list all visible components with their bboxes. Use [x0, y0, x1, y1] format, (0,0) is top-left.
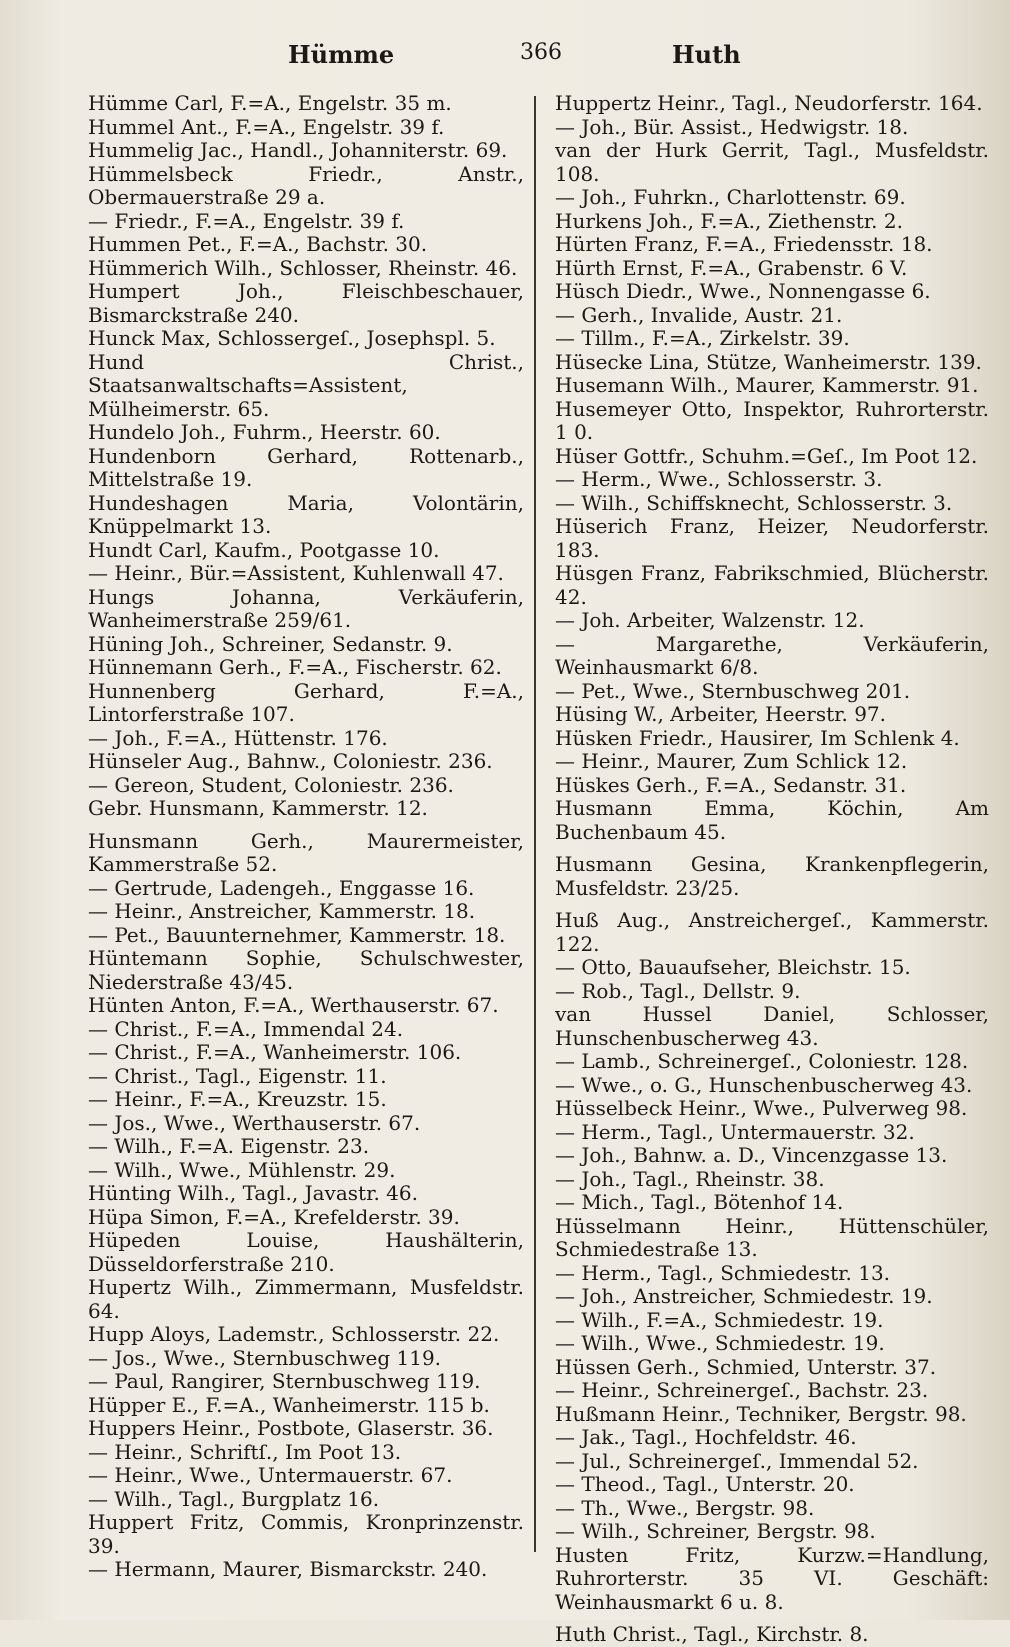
left-column	[88, 92, 524, 1582]
directory-entry: — Otto, Bauaufseher, Bleichstr. 15.	[555, 955, 911, 979]
directory-entry: — Tillm., F.=A., Zirkelstr. 39.	[555, 326, 850, 350]
directory-entry: — Christ., F.=A., Wanheimerstr. 106.	[88, 1040, 462, 1064]
directory-entry: — Wilh., Schiffsknecht, Schlosserstr. 3.	[555, 490, 953, 515]
directory-entry: Hümmerich Wilh., Schlosser, Rheinstr. 46.	[88, 255, 518, 280]
directory-entry: Hüpa Simon, F.=A., Krefelderstr. 39.	[88, 1204, 460, 1229]
directory-entry: Huppert Fritz, Commis, Kronprinzenstr. 39.	[88, 1510, 524, 1558]
directory-entry: Hüning Joh., Schreiner, Sedanstr. 9.	[88, 631, 453, 656]
header-left-keyword: Hümme	[288, 40, 395, 69]
directory-entry: Hüsing W., Arbeiter, Heerstr. 97.	[555, 702, 887, 726]
directory-entry: Hünseler Aug., Bahnw., Coloniestr. 236.	[88, 749, 493, 773]
directory-entry: — Joh., Bür. Assist., Hedwigstr. 18.	[555, 114, 909, 139]
directory-entry: — Joh., Tagl., Rheinstr. 38.	[555, 1166, 825, 1191]
directory-entry: — Heinr., Bür.=Assistent, Kuhlenwall 47.	[88, 561, 504, 585]
directory-entry: — Jos., Wwe., Werthauserstr. 67.	[88, 1110, 421, 1135]
directory-entry: — Pet., Wwe., Sternbuschweg 201.	[555, 678, 911, 703]
directory-entry: — Jos., Wwe., Sternbuschweg 119.	[88, 1345, 442, 1370]
directory-entry: — Gerh., Invalide, Austr. 21.	[555, 302, 843, 327]
directory-entry: — Joh., Fuhrkn., Charlottenstr. 69.	[555, 185, 906, 209]
directory-entry: Hundenborn Gerhard, Rottenarb., Mittelstraße 19.	[88, 443, 524, 491]
directory-entry: Hüser Gottfr., Schuhm.=Geſ., Im Poot 12.	[555, 443, 978, 468]
directory-entry: Hummelig Jac., Handl., Johanniterstr. 69.	[88, 138, 508, 162]
directory-entry: Hüskes Gerh., F.=A., Sedanstr. 31.	[555, 772, 907, 797]
directory-entry: — Paul, Rangirer, Sternbuschweg 119.	[88, 1369, 481, 1393]
directory-entry: — Christ., F.=A., Immendal 24.	[88, 1016, 404, 1041]
directory-entry: Husemann Wilh., Maurer, Kammerstr. 91.	[555, 373, 979, 397]
directory-entry: — Pet., Bauunternehmer, Kammerstr. 18.	[88, 922, 506, 947]
directory-entry: — Wilh., F.=A., Schmiedestr. 19.	[555, 1307, 884, 1332]
directory-entry: — Theod., Tagl., Unterstr. 20.	[555, 1472, 855, 1496]
directory-entry: Hüsgen Franz, Fabrikschmied, Blücherstr. 42.	[555, 561, 989, 609]
directory-entry: Husmann Emma, Köchin, Am Buchenbaum 45.	[555, 796, 989, 844]
directory-entry: — Heinr., Maurer, Zum Schlick 12.	[555, 749, 908, 773]
directory-entry: Hunsmann Gerh., Maurermeister, Kammerstraße 52.	[88, 828, 524, 876]
directory-entry: Hüsselmann Heinr., Hüttenschüler, Schmiedestraße 13.	[555, 1213, 989, 1261]
directory-entry: — Gertrude, Ladengeh., Enggasse 16.	[88, 875, 475, 900]
directory-entry: — Joh. Arbeiter, Walzenstr. 12.	[555, 608, 865, 632]
directory-entry: Husten Fritz, Kurzw.=Handlung, Ruhrorterstr. 35 VI. Geschäft: Weinhausmarkt 6 u. 8.	[555, 1542, 989, 1614]
directory-entry: — Joh., Anstreicher, Schmiedestr. 19.	[555, 1284, 933, 1308]
directory-entry: — Joh., F.=A., Hüttenstr. 176.	[88, 725, 388, 750]
directory-entry: — Heinr., Schriftſ., Im Poot 13.	[88, 1439, 402, 1464]
directory-entry: Hüserich Franz, Heizer, Neudorferstr. 183.	[555, 514, 989, 562]
directory-entry: Hüsselbeck Heinr., Wwe., Pulverweg 98.	[555, 1096, 968, 1120]
directory-entry: Hüsken Friedr., Hausirer, Im Schlenk 4.	[555, 725, 960, 750]
directory-entry: Hurkens Joh., F.=A., Ziethenstr. 2.	[555, 208, 903, 233]
directory-entry: Hunck Max, Schlossergeſ., Josephspl. 5.	[88, 326, 496, 350]
directory-entry: Huß Aug., Anstreichergeſ., Kammerstr. 122.	[555, 908, 989, 956]
directory-entry: — Herm., Wwe., Schlosserstr. 3.	[555, 467, 883, 491]
directory-entry: Hungs Johanna, Verkäuferin, Wanheimerstraße 259/61.	[88, 584, 524, 632]
page-header	[0, 40, 1010, 76]
directory-entry: Gebr. Hunsmann, Kammerstr. 12.	[88, 796, 428, 820]
directory-entry: — Jak., Tagl., Hochfeldstr. 46.	[555, 1425, 857, 1449]
directory-entry: Hüpper E., F.=A., Wanheimerstr. 115 b.	[88, 1392, 490, 1417]
directory-entry: Huth Christ., Tagl., Kirchstr. 8.	[555, 1622, 869, 1646]
directory-entry: Hüpeden Louise, Haushälterin, Düsseldorferstraße 210.	[88, 1228, 524, 1276]
directory-entry: — Heinr., Anstreicher, Kammerstr. 18.	[88, 899, 476, 923]
directory-entry: Hundelo Joh., Fuhrm., Heerstr. 60.	[88, 420, 441, 444]
directory-entry: — Herm., Tagl., Schmiedestr. 13.	[555, 1260, 891, 1285]
directory-entry: Hüsch Diedr., Wwe., Nonnengasse 6.	[555, 279, 931, 303]
directory-entry: Hunnenberg Gerhard, F.=A., Lintorferstraße 107.	[88, 678, 524, 726]
column-divider	[534, 96, 536, 1552]
directory-entry: Hupp Aloys, Lademstr., Schlosserstr. 22.	[88, 1322, 500, 1346]
directory-entry: van der Hurk Gerrit, Tagl., Musfeldstr. 108.	[555, 138, 989, 186]
directory-entry: — Jul., Schreinergeſ., Immendal 52.	[555, 1448, 919, 1473]
directory-entry: Hußmann Heinr., Techniker, Bergstr. 98.	[555, 1401, 967, 1426]
directory-entry: Hürth Ernst, F.=A., Grabenstr. 6 V.	[555, 255, 908, 280]
directory-entry: — Hermann, Maurer, Bismarckstr. 240.	[88, 1557, 488, 1581]
right-column	[555, 92, 989, 1647]
directory-entry: — Gereon, Student, Coloniestr. 236.	[88, 772, 454, 797]
directory-entry: Hümmelsbeck Friedr., Anstr., Obermauerstraße 29 a.	[88, 161, 524, 209]
directory-entry: — Lamb., Schreinergeſ., Coloniestr. 128.	[555, 1049, 969, 1073]
directory-entry: Hünting Wilh., Tagl., Javastr. 46.	[88, 1181, 418, 1205]
directory-entry: — Friedr., F.=A., Engelstr. 39 f.	[88, 208, 405, 233]
directory-entry: Hünnemann Gerh., F.=A., Fischerstr. 62.	[88, 655, 502, 679]
directory-entry: — Herm., Tagl., Untermauerstr. 32.	[555, 1119, 915, 1144]
directory-entry: — Wwe., o. G., Hunschenbuscherweg 43.	[555, 1072, 973, 1097]
directory-entry: — Rob., Tagl., Dellstr. 9.	[555, 978, 801, 1003]
directory-entry: — Wilh., F.=A. Eigenstr. 23.	[88, 1134, 370, 1158]
directory-entry: Hümme Carl, F.=A., Engelstr. 35 m.	[88, 91, 452, 115]
directory-entry: Hundeshagen Maria, Volontärin, Knüppelmarkt 13.	[88, 490, 524, 538]
directory-entry: Huppertz Heinr., Tagl., Neudorferstr. 164.	[555, 91, 983, 115]
directory-entry: Humpert Joh., Fleischbeschauer, Bismarckstraße 240.	[88, 279, 524, 327]
directory-entry: Hüntemann Sophie, Schulschwester, Niederstraße 43/45.	[88, 946, 524, 994]
page-number: 366	[520, 40, 562, 65]
directory-entry: — Wilh., Wwe., Mühlenstr. 29.	[88, 1157, 396, 1182]
header-right-keyword: Huth	[672, 40, 741, 69]
directory-entry: — Mich., Tagl., Bötenhof 14.	[555, 1190, 844, 1214]
directory-entry: Husmann Gesina, Krankenpflegerin, Musfeldstr. 23/25.	[555, 852, 989, 900]
directory-entry: Hürten Franz, F.=A., Friedensstr. 18.	[555, 232, 933, 256]
directory-entry: — Joh., Bahnw. a. D., Vincenzgasse 13.	[555, 1143, 948, 1167]
directory-entry: van Hussel Daniel, Schlosser, Hunschenbuscherweg 43.	[555, 1002, 989, 1050]
directory-entry: — Heinr., F.=A., Kreuzstr. 15.	[88, 1087, 387, 1111]
directory-entry: Hüsecke Lina, Stütze, Wanheimerstr. 139.	[555, 349, 982, 374]
directory-entry: — Heinr., Wwe., Untermauerstr. 67.	[88, 1463, 453, 1487]
directory-entry: — Wilh., Wwe., Schmiedestr. 19.	[555, 1331, 885, 1355]
directory-entry: — Margarethe, Verkäuferin, Weinhausmarkt 6/8.	[555, 631, 989, 679]
directory-entry: Hüssen Gerh., Schmied, Unterstr. 37.	[555, 1354, 937, 1379]
directory-entry: — Wilh., Schreiner, Bergstr. 98.	[555, 1519, 876, 1543]
directory-entry: Huppers Heinr., Postbote, Glaserstr. 36.	[88, 1416, 494, 1440]
directory-entry: Hupertz Wilh., Zimmermann, Musfeldstr. 64.	[88, 1275, 524, 1323]
directory-entry: — Wilh., Tagl., Burgplatz 16.	[88, 1486, 380, 1511]
directory-entry: Hundt Carl, Kaufm., Pootgasse 10.	[88, 537, 440, 562]
directory-entry: Hund Christ., Staatsanwaltschafts=Assistent, Mülheimerstr. 65.	[88, 349, 524, 421]
directory-entry: — Th., Wwe., Bergstr. 98.	[555, 1495, 815, 1520]
directory-entry: Hummen Pet., F.=A., Bachstr. 30.	[88, 232, 428, 256]
directory-entry: Husemeyer Otto, Inspektor, Ruhrorterstr. 1 0.	[555, 396, 989, 444]
directory-entry: Hünten Anton, F.=A., Werthauserstr. 67.	[88, 993, 499, 1017]
directory-entry: Hummel Ant., F.=A., Engelstr. 39 f.	[88, 114, 445, 139]
directory-entry: — Christ., Tagl., Eigenstr. 11.	[88, 1063, 387, 1088]
directory-entry: — Heinr., Schreinergeſ., Bachstr. 23.	[555, 1378, 929, 1402]
